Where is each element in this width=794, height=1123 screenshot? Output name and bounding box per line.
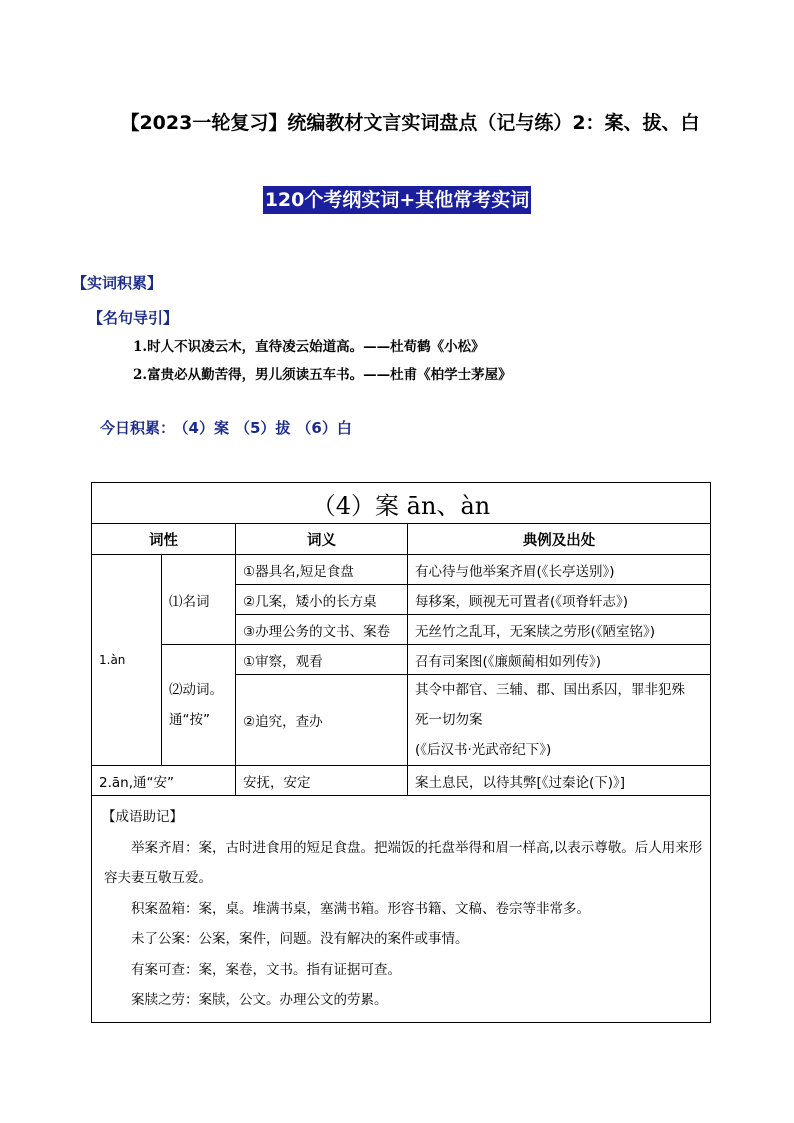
today-accumulation xyxy=(100,417,358,438)
meaning-cell: ①器具名,短足食盘 xyxy=(236,555,408,585)
idiom-notes-heading: 【成语助记】 xyxy=(102,809,183,825)
idiom-note: 积案盈箱：案，桌。堆满书桌，塞满书箱。形容书籍、文稿、卷宗等非常多。 xyxy=(131,900,590,917)
header-meaning: 词义 xyxy=(236,524,408,555)
today-label: 今日积累： xyxy=(100,419,176,437)
idiom-note: 未了公案：公案，案件，问题。没有解决的案件或事情。 xyxy=(131,931,469,947)
idiom-note: 有案可查：案，案卷，文书。指有证据可查。 xyxy=(131,961,401,978)
example-line: (《后汉书·光武帝纪下》) xyxy=(415,742,552,758)
meaning-cell: ③办理公务的文书、案卷 xyxy=(236,615,408,645)
header-example: 典例及出处 xyxy=(408,524,711,555)
today-item: （6）白 xyxy=(296,419,352,437)
pos-an4: 1.àn xyxy=(92,555,162,766)
idiom-note: 举案齐眉：案，古时进食用的短足食盘。把端饭的托盘举得和眉一样高,以表示尊敬。后人用来形容夫妻互敬互爱。 xyxy=(104,839,703,886)
noun-label: ⑴名词 xyxy=(162,555,236,645)
table-title: （4）案 ān、àn xyxy=(92,483,711,524)
example-cell xyxy=(408,675,711,766)
famous-quotes-heading: 【名句导引】 xyxy=(88,309,179,327)
verb-label-line: 通“按” xyxy=(169,712,210,728)
quote-2: 2.富贵必从勤苦得，男儿须读五车书。——杜甫《柏学士茅屋》 xyxy=(133,367,512,383)
section-heading: 【实词积累】 xyxy=(72,274,163,292)
today-item: （4）案 xyxy=(181,419,229,437)
verb-label-line: ⑵动词。 xyxy=(169,682,223,698)
meaning-cell: ②几案，矮小的长方桌 xyxy=(236,585,408,615)
verb-label xyxy=(162,645,236,766)
word-table xyxy=(91,482,711,1023)
example-line: 其令中都官、三辅、郡、国出系囚，罪非犯殊 xyxy=(415,682,685,698)
example-cell: 无丝竹之乱耳，无案牍之劳形(《陋室铭》) xyxy=(408,615,711,645)
example-line: 死一切勿案 xyxy=(415,712,483,728)
meaning-cell: 安抚，安定 xyxy=(236,766,408,796)
idiom-notes xyxy=(92,796,711,1023)
meaning-cell: ①审察，观看 xyxy=(236,645,408,675)
today-item: （5）拔 xyxy=(234,419,291,437)
header-pos: 词性 xyxy=(92,524,236,555)
example-cell: 每移案，顾视无可置者(《项脊轩志》) xyxy=(408,585,711,615)
example-cell: 有心待与他举案齐眉(《长亭送别》) xyxy=(408,555,711,585)
page-title: 【2023一轮复习】统编教材文言实词盘点（记与练）2：案、拔、白 xyxy=(120,112,700,134)
subtitle-row xyxy=(0,186,794,214)
idiom-note: 案牍之劳：案牍，公文。办理公文的劳累。 xyxy=(131,992,388,1008)
example-cell: 召有司案图(《廉颇蔺相如列传》) xyxy=(408,645,711,675)
quote-1: 1.时人不识凌云木，直待凌云始道高。——杜荀鹤《小松》 xyxy=(133,339,485,355)
meaning-cell: ②追究，查办 xyxy=(236,675,408,766)
subtitle-highlight: 120个考纲实词+其他常考实词 xyxy=(263,186,532,214)
example-cell: 案土息民，以待其弊[《过秦论(下)》] xyxy=(408,766,711,796)
pos-an1: 2.ān,通“安” xyxy=(92,766,236,796)
